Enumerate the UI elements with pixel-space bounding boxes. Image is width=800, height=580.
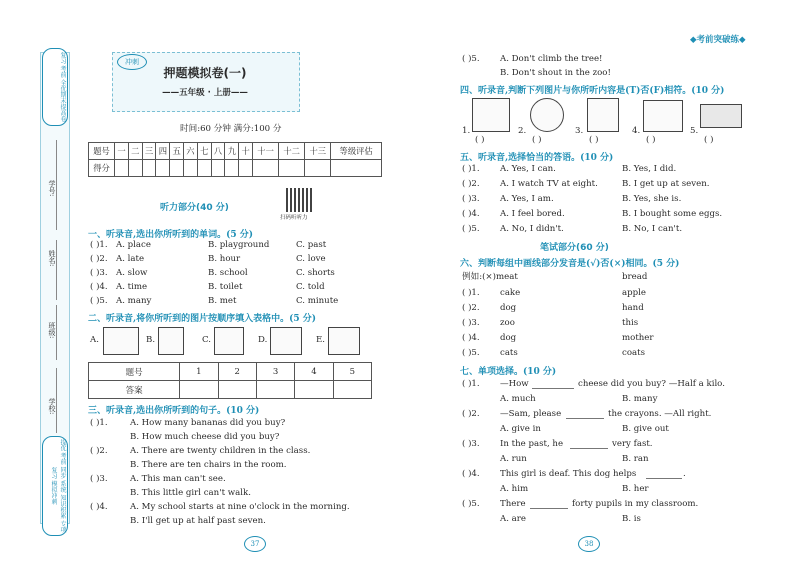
- answer-table: [88, 362, 372, 399]
- s4-num: 4.: [632, 126, 641, 136]
- s6-num: ( )5.: [462, 348, 480, 358]
- score-input[interactable]: [128, 160, 142, 177]
- score-cell: 四: [156, 143, 170, 160]
- pic-letter: B.: [146, 335, 156, 345]
- s7-num: ( )4.: [462, 469, 480, 479]
- s5-opt-b: B. I get up at seven.: [622, 179, 710, 189]
- s6-example: 例如:(×)meat: [462, 272, 518, 282]
- s7-num: ( )2.: [462, 409, 480, 419]
- section-1-title: 一、听录音,选出你所听到的单词。(5 分): [88, 230, 254, 240]
- s3-opt-a: A. This man can't see.: [130, 474, 226, 484]
- section-5-title: 五、听录音,选择恰当的答语。(10 分): [460, 153, 614, 163]
- name-label: 姓名:: [48, 250, 56, 267]
- score-cell: 二: [128, 143, 142, 160]
- s1-num: ( )3.: [90, 268, 108, 278]
- score-input[interactable]: [170, 160, 184, 177]
- score-input[interactable]: [305, 160, 331, 177]
- s3-opt-a: A. There are twenty children in the class.: [130, 446, 311, 456]
- score-cell: 十一: [253, 143, 279, 160]
- answer-blank[interactable]: [570, 448, 608, 449]
- s1-num: ( )4.: [90, 282, 108, 292]
- score-cell: 八: [211, 143, 225, 160]
- s7-question-start: —How: [500, 379, 529, 389]
- s7-opt-a: A. him: [500, 484, 529, 494]
- s1-num: ( )2.: [90, 254, 108, 264]
- s6-word-a: cake: [500, 288, 521, 298]
- s7-opt-a: A. are: [500, 514, 526, 524]
- side-top-badge: 复习 考前 全优期末提高卷: [42, 48, 68, 126]
- s6-example-b: bread: [622, 272, 648, 282]
- s7-num: ( )3.: [462, 439, 480, 449]
- s5-num: ( )1.: [462, 164, 480, 174]
- s6-word-a: cats: [500, 348, 518, 358]
- s7-num: ( )5.: [462, 499, 480, 509]
- score-input[interactable]: [115, 160, 129, 177]
- s6-word-a: dog: [500, 333, 517, 343]
- score-input[interactable]: [142, 160, 156, 177]
- s1-opt-a: A. slow: [116, 268, 148, 278]
- s7-num: ( )1.: [462, 379, 480, 389]
- s5-opt-a: A. I feel bored.: [500, 209, 565, 219]
- s6-num: ( )4.: [462, 333, 480, 343]
- s4-blank[interactable]: ( ): [532, 135, 542, 145]
- s4-blank[interactable]: ( ): [646, 135, 656, 145]
- answer-cell[interactable]: [295, 381, 333, 399]
- s7-question-start: In the past, he: [500, 439, 564, 449]
- s3-opt-b: B. Don't shout in the zoo!: [500, 68, 611, 78]
- s3-num: ( )3.: [90, 474, 108, 484]
- s3-opt-a: A. My school starts at nine o'clock in the morning.: [130, 502, 350, 512]
- s3-opt-a: A. Don't climb the tree!: [500, 54, 603, 64]
- s7-opt-a: A. run: [500, 454, 527, 464]
- score-input[interactable]: [253, 160, 279, 177]
- s6-word-b: apple: [622, 288, 646, 298]
- s7-opt-b: B. is: [622, 514, 641, 524]
- pic-letter: A.: [90, 335, 99, 345]
- score-cell: 等级评估: [331, 143, 382, 160]
- class-line: [56, 305, 57, 360]
- s5-opt-b: B. Yes, she is.: [622, 194, 682, 204]
- s3-num: ( )5.: [462, 54, 480, 64]
- boy-phone-picture-icon: [587, 98, 619, 132]
- score-input[interactable]: [197, 160, 211, 177]
- score-cell: 题号: [89, 143, 115, 160]
- s1-opt-b: B. school: [208, 268, 248, 278]
- page-subtitle: ——五年级 · 上册——: [162, 88, 248, 98]
- s4-blank[interactable]: ( ): [589, 135, 599, 145]
- score-input[interactable]: [211, 160, 225, 177]
- time-info: 时间:60 分钟 满分:100 分: [180, 124, 282, 134]
- score-cell: 十: [239, 143, 253, 160]
- score-cell: 五: [170, 143, 184, 160]
- section-3-title: 三、听录音,选出你所听到的句子。(10 分): [88, 406, 260, 416]
- score-input[interactable]: [239, 160, 253, 177]
- score-label: 得分: [89, 160, 115, 177]
- answer-label: 答案: [89, 381, 180, 399]
- answer-row: [89, 381, 372, 399]
- score-input[interactable]: [156, 160, 170, 177]
- bus-picture-icon: [700, 104, 742, 128]
- s1-opt-c: C. told: [296, 282, 325, 292]
- ice-cream-picture-icon: [158, 327, 184, 355]
- s1-num: ( )5.: [90, 296, 108, 306]
- s5-num: ( )5.: [462, 224, 480, 234]
- s5-opt-a: A. Yes, I can.: [500, 164, 556, 174]
- s4-blank[interactable]: ( ): [704, 135, 714, 145]
- s5-opt-a: A. No, I didn't.: [500, 224, 564, 234]
- s6-word-b: hand: [622, 303, 644, 313]
- s1-opt-a: A. place: [116, 240, 151, 250]
- score-value-row: [89, 160, 382, 177]
- s4-num: 1.: [462, 126, 471, 136]
- pic-letter: C.: [202, 335, 212, 345]
- student-id-line: [56, 140, 57, 230]
- s4-num: 2.: [518, 126, 527, 136]
- answer-cell[interactable]: [180, 381, 218, 399]
- s4-num: 5.: [690, 126, 699, 136]
- top-right-tag: ◆考前突破练◆: [690, 35, 746, 45]
- answer-header-cell: 1: [180, 363, 218, 381]
- s7-question-start: There: [500, 499, 526, 509]
- answer-header-cell: 4: [295, 363, 333, 381]
- page-number-right: 38: [578, 536, 600, 552]
- answer-header-cell: 2: [218, 363, 256, 381]
- s4-blank[interactable]: ( ): [475, 135, 485, 145]
- s5-num: ( )3.: [462, 194, 480, 204]
- s7-question-end: forty pupils in my classroom.: [572, 499, 699, 509]
- s7-question-start: This girl is deaf. This dog helps: [500, 469, 637, 479]
- s6-word-a: dog: [500, 303, 517, 313]
- score-cell: 一: [115, 143, 129, 160]
- pic-letter: E.: [316, 335, 326, 345]
- school-line: [56, 368, 57, 433]
- answer-cell[interactable]: [218, 381, 256, 399]
- s6-num: ( )2.: [462, 303, 480, 313]
- s3-num: ( )2.: [90, 446, 108, 456]
- section-7-title: 七、单项选择。(10 分): [460, 367, 557, 377]
- score-input[interactable]: [331, 160, 382, 177]
- s5-opt-b: B. No, I can't.: [622, 224, 683, 234]
- s1-opt-b: B. toilet: [208, 282, 243, 292]
- section-6-title: 六、判断每组中画线部分发音是(√)否(×)相同。(5 分): [460, 259, 680, 269]
- great-wall-picture-icon: [472, 98, 510, 132]
- s6-word-b: coats: [622, 348, 645, 358]
- score-table: [88, 142, 382, 177]
- s3-opt-b: B. How much cheese did you buy?: [130, 432, 280, 442]
- score-cell: 十三: [305, 143, 331, 160]
- s7-opt-b: B. her: [622, 484, 649, 494]
- dumplings-picture-icon: [643, 100, 683, 132]
- flower-picture-icon: [328, 327, 360, 355]
- school-label: 学校:: [48, 398, 56, 415]
- girl-face-picture-icon: [530, 98, 564, 132]
- s7-question-end: cheese did you buy? —Half a kilo.: [578, 379, 725, 389]
- listening-title: 听力部分(40 分): [160, 203, 229, 213]
- s5-opt-b: B. Yes, I did.: [622, 164, 677, 174]
- s1-opt-c: C. shorts: [296, 268, 335, 278]
- score-input[interactable]: [184, 160, 198, 177]
- s6-num: ( )1.: [462, 288, 480, 298]
- s1-opt-b: B. playground: [208, 240, 270, 250]
- s1-opt-a: A. time: [116, 282, 148, 292]
- s7-opt-b: B. ran: [622, 454, 649, 464]
- s5-num: ( )2.: [462, 179, 480, 189]
- score-cell: 六: [184, 143, 198, 160]
- s1-opt-a: A. late: [116, 254, 145, 264]
- score-cell: 三: [142, 143, 156, 160]
- s6-num: ( )3.: [462, 318, 480, 328]
- sweeping-picture-icon: [214, 327, 244, 355]
- s6-word-b: this: [622, 318, 639, 328]
- section-4-title: 四、听录音,判断下列图片与你所听内容是(T)否(F)相符。(10 分): [460, 86, 725, 96]
- s5-opt-a: A. Yes, I am.: [500, 194, 554, 204]
- answer-header-cell: 题号: [89, 363, 180, 381]
- s7-opt-b: B. give out: [622, 424, 669, 434]
- score-cell: 九: [225, 143, 239, 160]
- s7-question-start: —Sam, please: [500, 409, 562, 419]
- s5-num: ( )4.: [462, 209, 480, 219]
- s3-opt-b: B. This little girl can't walk.: [130, 488, 251, 498]
- computer-picture-icon: [270, 327, 302, 355]
- class-label: 班级:: [48, 322, 56, 339]
- house-picture-icon: [103, 327, 139, 355]
- page-number-left: 37: [244, 536, 266, 552]
- s3-num: ( )1.: [90, 418, 108, 428]
- answer-header-row: [89, 363, 372, 381]
- answer-blank[interactable]: [646, 478, 682, 479]
- answer-blank[interactable]: [530, 508, 568, 509]
- answer-blank[interactable]: [566, 418, 604, 419]
- answer-cell[interactable]: [256, 381, 294, 399]
- name-line: [56, 240, 57, 300]
- s3-opt-a: A. How many bananas did you buy?: [130, 418, 286, 428]
- s4-num: 3.: [575, 126, 584, 136]
- s1-opt-c: C. minute: [296, 296, 339, 306]
- score-input[interactable]: [279, 160, 305, 177]
- s5-opt-b: B. I bought some eggs.: [622, 209, 723, 219]
- score-cell: 七: [197, 143, 211, 160]
- answer-header-cell: 3: [256, 363, 294, 381]
- s7-opt-a: A. give in: [500, 424, 541, 434]
- score-header-row: [89, 143, 382, 160]
- s6-word-b: mother: [622, 333, 654, 343]
- score-input[interactable]: [225, 160, 239, 177]
- qr-code-icon[interactable]: [286, 188, 312, 212]
- qr-caption: 扫码听听力: [280, 215, 308, 221]
- s7-opt-b: B. many: [622, 394, 658, 404]
- page-title: 押题模拟卷(一): [163, 66, 247, 80]
- s1-opt-c: C. past: [296, 240, 327, 250]
- s7-question-end: very fast.: [612, 439, 653, 449]
- s7-question-end: .: [683, 469, 686, 479]
- score-cell: 十二: [279, 143, 305, 160]
- student-id-label: 学号:: [48, 180, 56, 197]
- side-bottom-badge: 提优 考前 同步 系统 知识积累 专项复习 模拟冲刺: [42, 436, 68, 536]
- pic-letter: D.: [258, 335, 268, 345]
- s7-question-end: the crayons. —All right.: [608, 409, 712, 419]
- s1-opt-a: A. many: [116, 296, 152, 306]
- answer-blank[interactable]: [532, 388, 574, 389]
- s1-opt-c: C. love: [296, 254, 326, 264]
- s3-opt-b: B. There are ten chairs in the room.: [130, 460, 287, 470]
- s3-opt-b: B. I'll get up at half past seven.: [130, 516, 266, 526]
- stamp-badge: 冲刺: [117, 54, 147, 70]
- answer-cell[interactable]: [333, 381, 371, 399]
- section-2-title: 二、听录音,将你所听到的图片按顺序填入表格中。(5 分): [88, 314, 317, 324]
- s1-num: ( )1.: [90, 240, 108, 250]
- s1-opt-b: B. met: [208, 296, 237, 306]
- s6-word-a: zoo: [500, 318, 515, 328]
- s5-opt-a: A. I watch TV at eight.: [500, 179, 598, 189]
- s7-opt-a: A. much: [500, 394, 536, 404]
- writing-title: 笔试部分(60 分): [540, 243, 609, 253]
- answer-header-cell: 5: [333, 363, 371, 381]
- s1-opt-b: B. hour: [208, 254, 241, 264]
- s3-num: ( )4.: [90, 502, 108, 512]
